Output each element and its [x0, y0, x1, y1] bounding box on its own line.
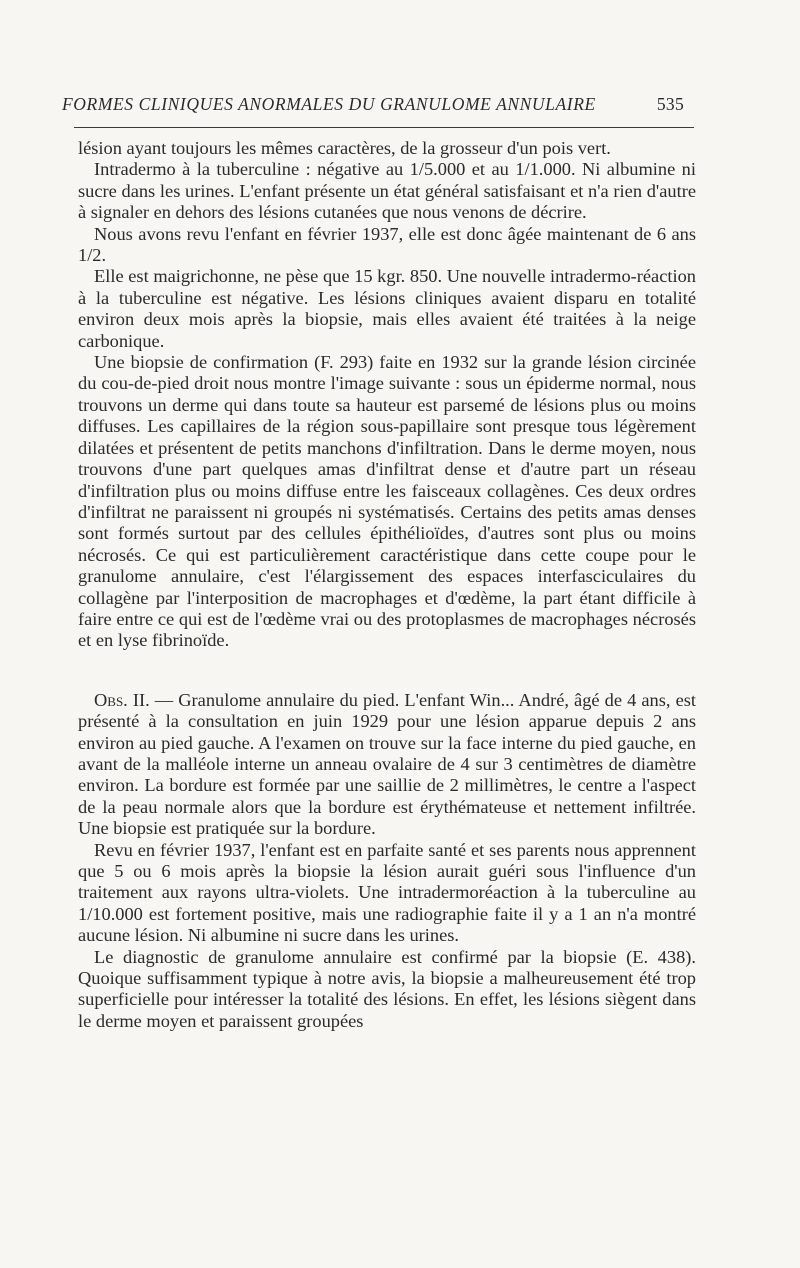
observation-label: Obs. II.	[94, 689, 150, 710]
paragraph-diagnosis: Le diagnostic de granulome annulaire est confirmé par la biopsie (E. 438). Quoique suffisamment typique à notre avis, la biopsie a malheureusement été trop superficielle pour intéresser la totalité des lésions. En effet, les lésions siègent dans le derme moyen et paraissent groupées	[78, 946, 696, 1031]
paragraph-biopsy: Une biopsie de confirmation (F. 293) faite en 1932 sur la grande lésion circinée du cou-de-pied droit nous montre l'image suivante : sous un épiderme normal, nous trouvons un derme qui dans toute sa hauteur est parsemé de lésions plus ou moins diffuses. Les capillaires de la région sous-papillaire sont presque tous légèrement dilatées et présentent de petits manchons d'infiltration. Dans le derme moyen, nous trouvons d'une part quelques amas d'infiltrat dense et d'autre part un réseau d'infiltration plus ou moins diffuse entre les faisceaux collagènes. Ces deux ordres d'infiltrat ne paraissent ni groupés ni systématisés. Certains des petits amas denses sont formés surtout par des cellules épithélioïdes, d'autres sont plus ou moins nécrosés. Ce qui est particulièrement caractéristique dans cette coupe pour le granulome annulaire, c'est l'élargissement des espaces interfasciculaires du collagène par l'interposition de macrophages et d'œdème, la part étant difficile à faire entre ce qui est de l'œdème vrai ou des protoplasmes de macrophages nécrosés et en lyse fibrinoïde.	[78, 352, 696, 651]
observation-text: — Granulome annulaire du pied. L'enfant Win... André, âgé de 4 ans, est présenté à la consultation en juin 1929 pour une lésion apparue depuis 2 ans environ au pied gauche. A l'examen on trouve sur la face interne du pied gauche, en avant de la malléole interne un anneau ovalaire de 4 sur 3 centimètres de diamètre environ. La bordure est formée par une saillie de 2 millimètres, le centre a l'aspect de la peau normale alors que la bordure est érythémateuse et nettement infiltrée. Une biopsie est pratiquée sur la bordure.	[78, 689, 697, 839]
paragraph-continuation: lésion ayant toujours les mêmes caractères, de la grosseur d'un pois vert.	[78, 138, 611, 158]
running-title: FORMES CLINIQUES ANORMALES DU GRANULOME ANNULAIRE	[62, 94, 596, 114]
paragraph-followup: Revu en février 1937, l'enfant est en parfaite santé et ses parents nous apprennent que 5 ou 6 mois après la biopsie la lésion aurait guéri sous l'influence d'un traitement aux rayons ultra-violets. Une intradermoréaction à la tuberculine au 1/10.000 est fortement positive, mais une radiographie faite il y a 1 an n'a montré aucune lésion. Ni albumine ni sucre dans les urines.	[78, 839, 696, 946]
observation-paragraph	[78, 690, 696, 840]
paragraph-revisit: Nous avons revu l'enfant en février 1937, elle est donc âgée maintenant de 6 ans 1/2.	[78, 223, 696, 266]
body-text	[78, 138, 696, 1032]
header-rule	[74, 127, 694, 128]
running-header	[62, 92, 682, 116]
paragraph-intradermo: Intradermo à la tuberculine : négative au 1/5.000 et au 1/1.000. Ni albumine ni sucre dans les urines. L'enfant présente un état général satisfaisant et n'a rien d'autre à signaler en dehors des lésions cutanées que nous venons de décrire.	[78, 159, 696, 223]
paragraph-weight: Elle est maigrichonne, ne pèse que 15 kgr. 850. Une nouvelle intradermo-réaction à la tuberculine est négative. Les lésions cliniques avaient disparu en totalité environ deux mois après la biopsie, mais elles avaient été traitées à la neige carbonique.	[78, 266, 696, 351]
page-number: 535	[656, 94, 684, 114]
